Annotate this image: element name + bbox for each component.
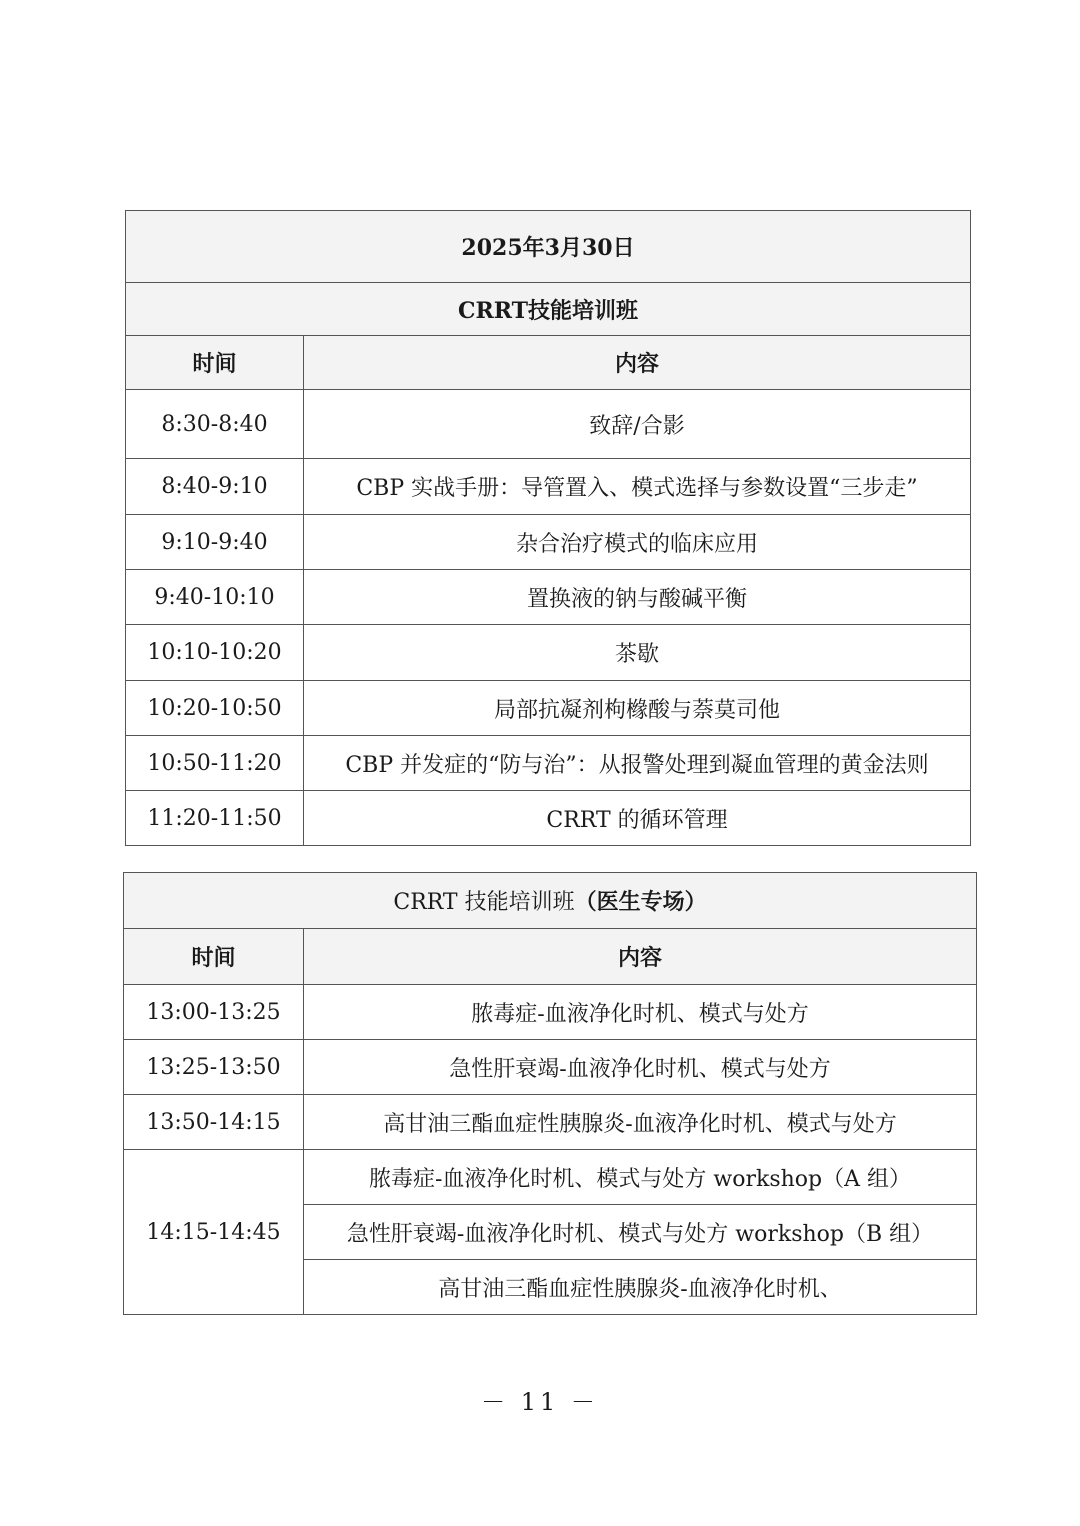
- row-time: 11:20-11:50: [126, 791, 304, 846]
- table-row: [126, 625, 971, 681]
- table-date: 2025年3月30日: [126, 211, 971, 283]
- schedule-table-morning: [125, 210, 971, 846]
- row-content: 脓毒症-血液净化时机、模式与处方 workshop（A 组）: [304, 1150, 977, 1205]
- row-time: 10:50-11:20: [126, 736, 304, 791]
- table-row: [124, 1040, 977, 1095]
- header-content: 内容: [304, 336, 971, 390]
- table-row: [126, 459, 971, 515]
- row-time: 10:10-10:20: [126, 625, 304, 681]
- row-time: 14:15-14:45: [124, 1150, 304, 1315]
- table-row: [126, 736, 971, 791]
- schedule-table-afternoon: [123, 872, 977, 1315]
- table-row: [126, 681, 971, 736]
- row-content: CRRT 的循环管理: [304, 791, 971, 846]
- table-title: [124, 873, 977, 929]
- row-time: 9:40-10:10: [126, 570, 304, 625]
- row-time: 13:00-13:25: [124, 985, 304, 1040]
- row-content: 急性肝衰竭-血液净化时机、模式与处方 workshop（B 组）: [304, 1205, 977, 1260]
- row-content: 杂合治疗模式的临床应用: [304, 515, 971, 570]
- row-time: 8:40-9:10: [126, 459, 304, 515]
- table-row: [126, 570, 971, 625]
- table-row: [126, 791, 971, 846]
- row-time: 13:50-14:15: [124, 1095, 304, 1150]
- header-time: 时间: [124, 929, 304, 985]
- row-time: 8:30-8:40: [126, 390, 304, 459]
- row-content: 高甘油三酯血症性胰腺炎-血液净化时机、模式与处方: [304, 1095, 977, 1150]
- table-row: [126, 515, 971, 570]
- row-content: CBP 实战手册：导管置入、模式选择与参数设置“三步走”: [304, 459, 971, 515]
- table-row: [124, 1095, 977, 1150]
- header-time: 时间: [126, 336, 304, 390]
- row-content: CBP 并发症的“防与治”：从报警处理到凝血管理的黄金法则: [304, 736, 971, 791]
- row-content: 急性肝衰竭-血液净化时机、模式与处方: [304, 1040, 977, 1095]
- row-content: 局部抗凝剂枸橼酸与萘莫司他: [304, 681, 971, 736]
- table-row: [126, 390, 971, 459]
- row-content: 置换液的钠与酸碱平衡: [304, 570, 971, 625]
- row-time: 9:10-9:40: [126, 515, 304, 570]
- title-suffix: （医生专场）: [574, 889, 707, 915]
- row-content: 高甘油三酯血症性胰腺炎-血液净化时机、: [304, 1260, 977, 1315]
- page-number: － 11 －: [481, 1388, 599, 1416]
- row-time: 13:25-13:50: [124, 1040, 304, 1095]
- row-content: 致辞/合影: [304, 390, 971, 459]
- table-row: [124, 1150, 977, 1205]
- row-time: 10:20-10:50: [126, 681, 304, 736]
- table-title: CRRT技能培训班: [126, 283, 971, 336]
- row-content: 脓毒症-血液净化时机、模式与处方: [304, 985, 977, 1040]
- header-content: 内容: [304, 929, 977, 985]
- title-prefix: CRRT 技能培训班: [393, 890, 575, 915]
- table-row: [124, 985, 977, 1040]
- row-content: 茶歇: [304, 625, 971, 681]
